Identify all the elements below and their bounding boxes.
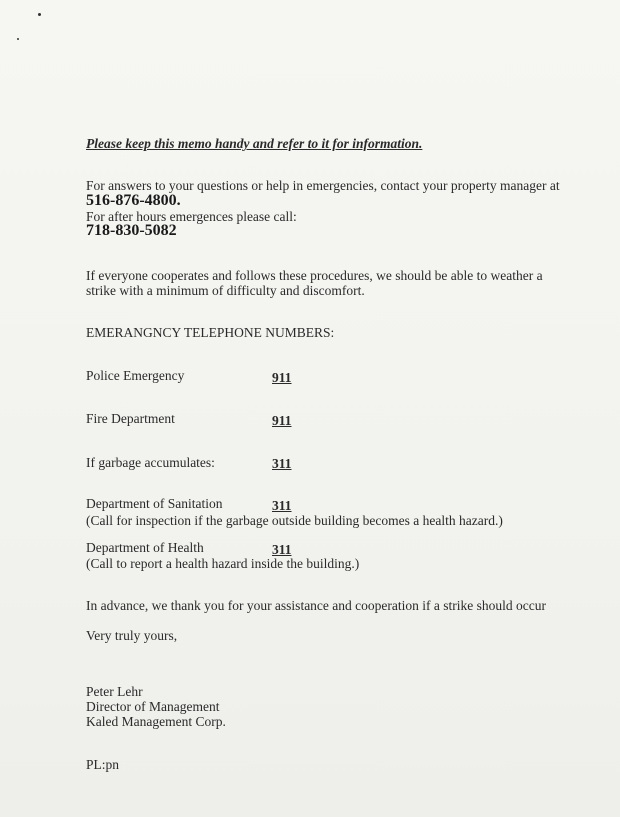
memo-heading: Please keep this memo handy and refer to it for information. (86, 136, 423, 151)
scan-speck (38, 13, 41, 16)
reference-initials: PL:pn (86, 757, 120, 772)
emergency-number-sanitation: 311 (272, 498, 292, 513)
contact-intro: For answers to your questions or help in emergencies, contact your property manager at (86, 178, 560, 193)
cooperation-line-1: If everyone cooperates and follows these procedures, we should be able to weather a (86, 268, 543, 283)
thanks-line: In advance, we thank you for your assistance and cooperation if a strike should occur (86, 598, 546, 613)
emergency-title: EMERANGNCY TELEPHONE NUMBERS: (86, 325, 335, 340)
signature-company: Kaled Management Corp. (86, 714, 226, 729)
emergency-note-health: (Call to report a health hazard inside the building.) (86, 556, 360, 571)
emergency-label-fire: Fire Department (86, 411, 175, 426)
emergency-number-police: 911 (272, 370, 292, 385)
emergency-label-garbage: If garbage accumulates: (86, 455, 215, 470)
after-hours-intro: For after hours emergences please call: (86, 209, 297, 224)
emergency-label-health: Department of Health (86, 540, 204, 555)
emergency-label-police: Police Emergency (86, 368, 185, 383)
cooperation-line-2: strike with a minimum of difficulty and discomfort. (86, 283, 365, 298)
after-hours-phone: 718-830-5082 (86, 222, 177, 239)
emergency-label-sanitation: Department of Sanitation (86, 496, 223, 511)
scan-speck (17, 38, 19, 40)
emergency-number-health: 311 (272, 542, 292, 557)
signature-title: Director of Management (86, 699, 220, 714)
closing-line: Very truly yours, (86, 628, 178, 643)
emergency-note-sanitation: (Call for inspection if the garbage outside building becomes a health hazard.) (86, 513, 503, 528)
manager-phone: 516-876-4800. (86, 192, 181, 209)
emergency-number-garbage: 311 (272, 456, 292, 471)
emergency-number-fire: 911 (272, 413, 292, 428)
signature-name: Peter Lehr (86, 684, 143, 699)
